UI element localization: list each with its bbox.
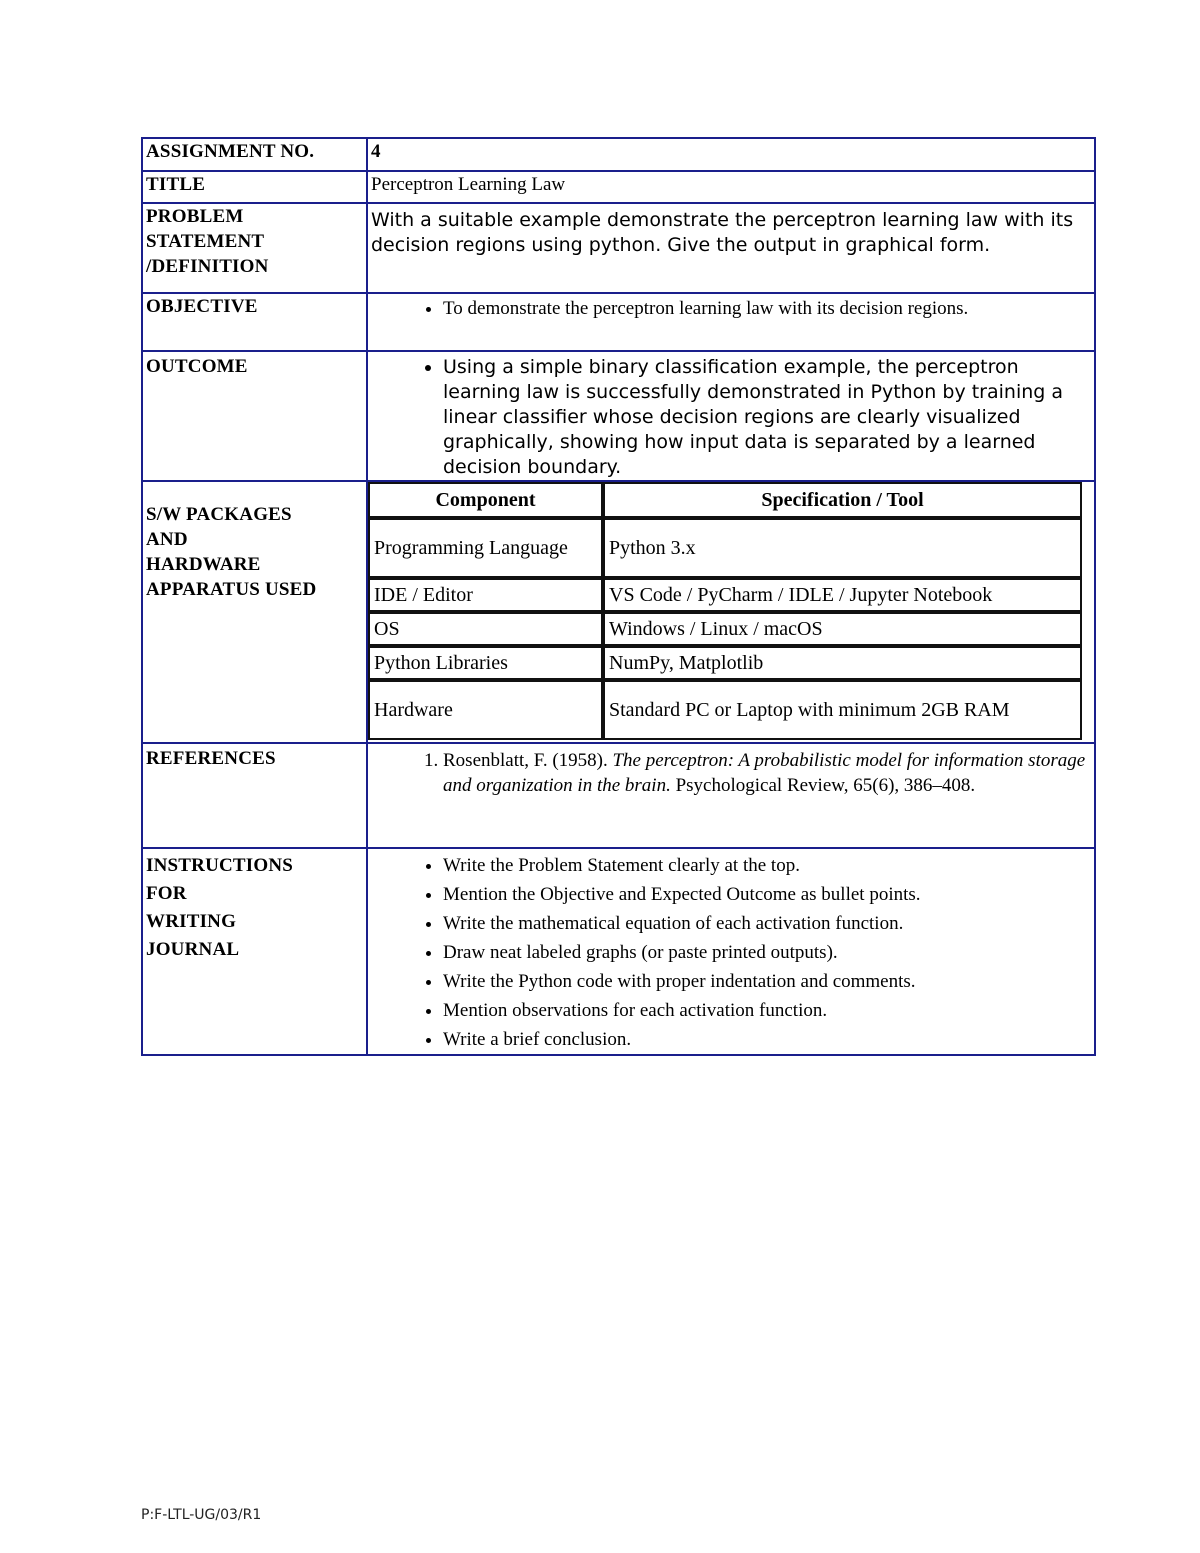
packages-cell: [367, 481, 1095, 743]
objective-list: [371, 296, 1091, 321]
packages-spec: Standard PC or Laptop with minimum 2GB RAM: [603, 680, 1082, 740]
reference-journal: Psychological Review, 65(6), 386–408.: [670, 775, 976, 796]
row-instructions: [142, 848, 1095, 1055]
instruction-item: • Write the Problem Statement clearly at the top.: [443, 851, 1091, 880]
objective-label: OBJECTIVE: [142, 293, 367, 351]
row-assignment-no: [142, 138, 1095, 171]
packages-header-component: Component: [368, 482, 603, 518]
title-value: Perceptron Learning Law: [367, 171, 1095, 203]
title-label: TITLE: [142, 171, 367, 203]
outcome-list: [371, 355, 1091, 480]
problem-label: [142, 203, 367, 293]
packages-header-row: [368, 482, 1082, 518]
instructions-list: [371, 851, 1091, 1054]
packages-spec: NumPy, Matplotlib: [603, 646, 1082, 680]
instructions-label: [142, 848, 367, 1055]
packages-row: [368, 680, 1082, 740]
references-list: [371, 748, 1091, 798]
outcome-item: • Using a simple binary classification example, the perceptron learning law is successfully demonstrated in Python by training a linear classifier whose decision regions are clearly visualized graphically, showing how input data is separated by a learned decision boundary.: [443, 355, 1091, 480]
packages-label: [142, 481, 367, 743]
instruction-item: • Write a brief conclusion.: [443, 1025, 1091, 1054]
instructions-label-line: FOR: [146, 883, 187, 904]
packages-component: Hardware: [368, 680, 603, 740]
packages-row: [368, 612, 1082, 646]
outcome-label: OUTCOME: [142, 351, 367, 481]
reference-item: [443, 748, 1091, 798]
assignment-no-value: 4: [367, 138, 1095, 171]
reference-author: Rosenblatt, F. (1958).: [443, 750, 613, 771]
instructions-label-line: JOURNAL: [146, 939, 240, 960]
assignment-table: [141, 137, 1096, 1056]
row-problem: [142, 203, 1095, 293]
references-cell: [367, 743, 1095, 848]
packages-label-line: HARDWARE: [146, 554, 261, 575]
packages-component: OS: [368, 612, 603, 646]
packages-spec: Windows / Linux / macOS: [603, 612, 1082, 646]
packages-label-line: S/W PACKAGES: [146, 504, 292, 525]
problem-label-line: /DEFINITION: [146, 256, 269, 277]
packages-spec: Python 3.x: [603, 518, 1082, 578]
problem-label-line: PROBLEM: [146, 206, 244, 227]
references-label: REFERENCES: [142, 743, 367, 848]
row-references: [142, 743, 1095, 848]
instruction-item: • Mention the Objective and Expected Outcome as bullet points.: [443, 880, 1091, 909]
document-footer-code: P:F-LTL-UG/03/R1: [141, 1507, 262, 1523]
objective-item: • To demonstrate the perceptron learning law with its decision regions.: [443, 296, 1091, 321]
row-packages: [142, 481, 1095, 743]
packages-row: [368, 578, 1082, 612]
instructions-cell: [367, 848, 1095, 1055]
objective-cell: [367, 293, 1095, 351]
row-outcome: [142, 351, 1095, 481]
packages-label-line: AND: [146, 529, 188, 550]
packages-header-spec: Specification / Tool: [603, 482, 1082, 518]
packages-label-line: APPARATUS USED: [146, 579, 317, 600]
instruction-item: • Mention observations for each activation function.: [443, 996, 1091, 1025]
row-title: [142, 171, 1095, 203]
reference-title: The perceptron: A probabilistic model for information storage and organization in the brain.: [443, 750, 1086, 796]
outcome-cell: [367, 351, 1095, 481]
instruction-item: • Write the Python code with proper indentation and comments.: [443, 967, 1091, 996]
packages-spec: VS Code / PyCharm / IDLE / Jupyter Notebook: [603, 578, 1082, 612]
problem-statement: With a suitable example demonstrate the perceptron learning law with its decision regions using python. Give the output in graphical form.: [367, 203, 1095, 293]
problem-label-line: STATEMENT: [146, 231, 265, 252]
packages-component: Programming Language: [368, 518, 603, 578]
instruction-item: • Write the mathematical equation of each activation function.: [443, 909, 1091, 938]
assignment-no-label: ASSIGNMENT NO.: [142, 138, 367, 171]
instructions-label-line: WRITING: [146, 911, 237, 932]
instruction-item: • Draw neat labeled graphs (or paste printed outputs).: [443, 938, 1091, 967]
packages-component: IDE / Editor: [368, 578, 603, 612]
row-objective: [142, 293, 1095, 351]
instructions-label-line: INSTRUCTIONS: [146, 855, 294, 876]
packages-row: [368, 646, 1082, 680]
packages-component: Python Libraries: [368, 646, 603, 680]
packages-row: [368, 518, 1082, 578]
packages-table: [368, 482, 1082, 740]
